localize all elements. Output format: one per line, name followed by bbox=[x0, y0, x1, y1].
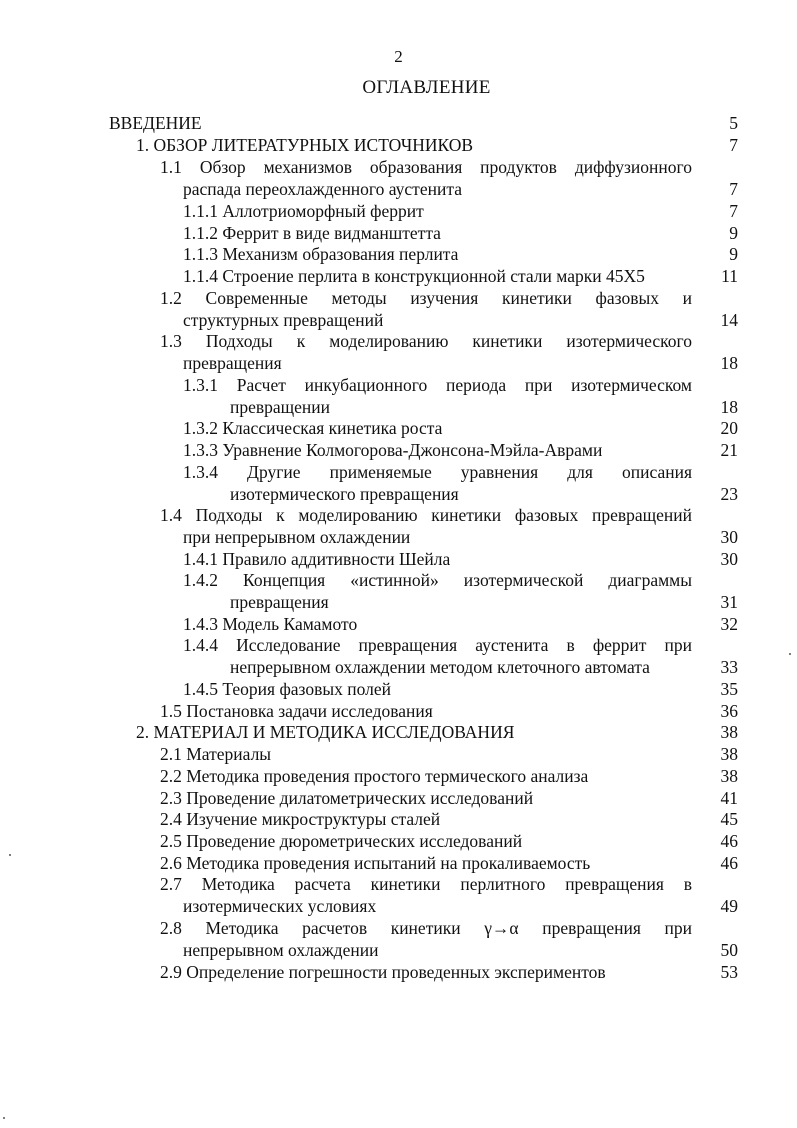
toc-entry-title: 1.3.1 Расчет инкубационного периода при изотермическом bbox=[183, 375, 692, 395]
toc-entry-title-continuation: изотермических условиях bbox=[183, 896, 377, 916]
toc-entry[interactable] bbox=[0, 331, 797, 375]
toc-entry-title: 1.4.5 Теория фазовых полей bbox=[183, 679, 392, 699]
toc-entry[interactable] bbox=[0, 766, 797, 788]
toc-entry-title-continuation: при непрерывном охлаждении bbox=[183, 527, 411, 547]
toc-entry[interactable] bbox=[0, 874, 797, 918]
toc-entry[interactable] bbox=[0, 614, 797, 636]
toc-page-number: 46 bbox=[720, 831, 738, 851]
toc-entry[interactable] bbox=[0, 635, 797, 679]
toc-entry[interactable] bbox=[0, 113, 797, 135]
toc-entry-title-continuation: превращения bbox=[183, 353, 282, 373]
toc-page-number: 9 bbox=[729, 244, 738, 264]
toc-page-number: 9 bbox=[729, 223, 738, 243]
toc-entry-title: 2.4 Изучение микроструктуры сталей bbox=[160, 809, 441, 829]
toc-entry-title: 2.5 Проведение дюрометрических исследований bbox=[160, 831, 523, 851]
toc-entry-title: 1.4.3 Модель Камамото bbox=[183, 614, 358, 634]
toc-entry[interactable] bbox=[0, 549, 797, 571]
scan-speck bbox=[3, 1117, 5, 1119]
toc-entry-title: 2.9 Определение погрешности проведенных экспериментов bbox=[160, 962, 606, 982]
toc-page-number: 7 bbox=[729, 201, 738, 221]
toc-entry-title: 1.1.3 Механизм образования перлита bbox=[183, 244, 459, 264]
scan-speck bbox=[789, 653, 791, 655]
toc-page-number: 38 bbox=[720, 744, 738, 764]
toc-page-number: 20 bbox=[720, 418, 738, 438]
toc-entry-title: 1.4.4 Исследование превращения аустенита в феррит при bbox=[183, 635, 692, 655]
toc-page-number: 23 bbox=[720, 484, 738, 504]
toc-entry[interactable] bbox=[0, 418, 797, 440]
toc-entry-title: 1.4 Подходы к моделированию кинетики фазовых превращений bbox=[160, 505, 692, 525]
toc-entry[interactable] bbox=[0, 570, 797, 614]
toc-entry-title: 1.3.3 Уравнение Колмогорова-Джонсона-Мэйла-Аврами bbox=[183, 440, 603, 460]
toc-page-number: 21 bbox=[720, 440, 738, 460]
toc-entry-title-continuation: непрерывном охлаждении bbox=[183, 940, 379, 960]
toc-page-number: 49 bbox=[720, 896, 738, 916]
scan-speck bbox=[9, 854, 11, 856]
toc-entry-title-continuation: непрерывном охлаждении методом клеточного автомата bbox=[230, 657, 650, 677]
toc-entry-title: 1.1.4 Строение перлита в конструкционной стали марки 45Х5 bbox=[183, 266, 645, 286]
toc-entry[interactable] bbox=[0, 505, 797, 549]
toc-entry-title: 1.3 Подходы к моделированию кинетики изотермического bbox=[160, 331, 692, 351]
toc-page-number: 7 bbox=[729, 179, 738, 199]
toc-entry[interactable] bbox=[0, 962, 797, 984]
toc-entry[interactable] bbox=[0, 701, 797, 723]
toc-page-number: 33 bbox=[720, 657, 738, 677]
toc-page-number: 36 bbox=[720, 701, 738, 721]
toc-entry-title: 2.1 Материалы bbox=[160, 744, 272, 764]
toc-entry[interactable] bbox=[0, 809, 797, 831]
toc-entry-title: 1.4.2 Концепция «истинной» изотермической диаграммы bbox=[183, 570, 692, 590]
toc-entry-title: 1.3.4 Другие применяемые уравнения для описания bbox=[183, 462, 692, 482]
toc-entry[interactable] bbox=[0, 853, 797, 875]
toc-entry[interactable] bbox=[0, 918, 797, 962]
toc-entry[interactable] bbox=[0, 223, 797, 245]
toc-entry-title-continuation: превращения bbox=[230, 592, 329, 612]
toc-entry[interactable] bbox=[0, 135, 797, 157]
toc-page-number: 46 bbox=[720, 853, 738, 873]
toc-entry-title: 1. ОБЗОР ЛИТЕРАТУРНЫХ ИСТОЧНИКОВ bbox=[136, 135, 474, 155]
page-number: 2 bbox=[394, 47, 403, 66]
toc-entry-title: 2.3 Проведение дилатометрических исследований bbox=[160, 788, 534, 808]
toc-page-number: 14 bbox=[720, 310, 738, 330]
toc-entry-title: 1.1.2 Феррит в виде видманштетта bbox=[183, 223, 441, 243]
toc-entry-title: 1.4.1 Правило аддитивности Шейла bbox=[183, 549, 451, 569]
toc-entry[interactable] bbox=[0, 744, 797, 766]
toc-entry[interactable] bbox=[0, 375, 797, 419]
toc-entry-title: 2.8 Методика расчетов кинетики γ→α превращения при bbox=[160, 918, 692, 938]
toc-entry[interactable] bbox=[0, 288, 797, 332]
toc-entry[interactable] bbox=[0, 201, 797, 223]
toc-entry-title: 1.5 Постановка задачи исследования bbox=[160, 701, 433, 721]
toc-page-number: 11 bbox=[721, 266, 738, 286]
toc-page-number: 41 bbox=[720, 788, 738, 808]
toc-page-number: 18 bbox=[720, 397, 738, 417]
toc-entry[interactable] bbox=[0, 788, 797, 810]
toc-page-number: 18 bbox=[720, 353, 738, 373]
toc-page-number: 5 bbox=[729, 113, 738, 133]
toc-page-number: 38 bbox=[720, 722, 738, 742]
toc-page-number: 50 bbox=[720, 940, 738, 960]
toc-entry-title-continuation: структурных превращений bbox=[183, 310, 384, 330]
toc-entry-title: 1.3.2 Классическая кинетика роста bbox=[183, 418, 443, 438]
toc-entry-title: 2.7 Методика расчета кинетики перлитного превращения в bbox=[160, 874, 692, 894]
toc-page-number: 53 bbox=[720, 962, 738, 982]
toc-page-number: 31 bbox=[720, 592, 738, 612]
toc-page-number: 30 bbox=[720, 549, 738, 569]
toc-entry[interactable] bbox=[0, 157, 797, 201]
toc-entry-title: 1.1.1 Аллотриоморфный феррит bbox=[183, 201, 424, 221]
toc-entry[interactable] bbox=[0, 831, 797, 853]
toc-page-number: 38 bbox=[720, 766, 738, 786]
toc-entry[interactable] bbox=[0, 462, 797, 506]
toc-entry-title: 2.2 Методика проведения простого термического анализа bbox=[160, 766, 589, 786]
toc-entry[interactable] bbox=[0, 266, 797, 288]
toc-entry-title: 2. МАТЕРИАЛ И МЕТОДИКА ИССЛЕДОВАНИЯ bbox=[136, 722, 515, 742]
toc-page-number: 45 bbox=[720, 809, 738, 829]
toc-page-number: 35 bbox=[720, 679, 738, 699]
toc-title: ОГЛАВЛЕНИЕ bbox=[362, 77, 491, 98]
toc-entry-title-continuation: превращении bbox=[230, 397, 331, 417]
toc-page-number: 32 bbox=[720, 614, 738, 634]
toc-entry-title: 2.6 Методика проведения испытаний на прокаливаемость bbox=[160, 853, 591, 873]
toc-entry-title-continuation: распада переохлажденного аустенита bbox=[183, 179, 462, 199]
toc-entry-title: ВВЕДЕНИЕ bbox=[109, 113, 202, 133]
toc-entry[interactable] bbox=[0, 244, 797, 266]
toc-entry[interactable] bbox=[0, 722, 797, 744]
toc-page-number: 30 bbox=[720, 527, 738, 547]
toc-entry-title: 1.2 Современные методы изучения кинетики фазовых и bbox=[160, 288, 692, 308]
toc-entry[interactable] bbox=[0, 440, 797, 462]
toc-entry-title: 1.1 Обзор механизмов образования продуктов диффузионного bbox=[160, 157, 692, 177]
toc-page-number: 7 bbox=[729, 135, 738, 155]
toc-entry-title-continuation: изотермического превращения bbox=[230, 484, 459, 504]
toc-entry[interactable] bbox=[0, 679, 797, 701]
